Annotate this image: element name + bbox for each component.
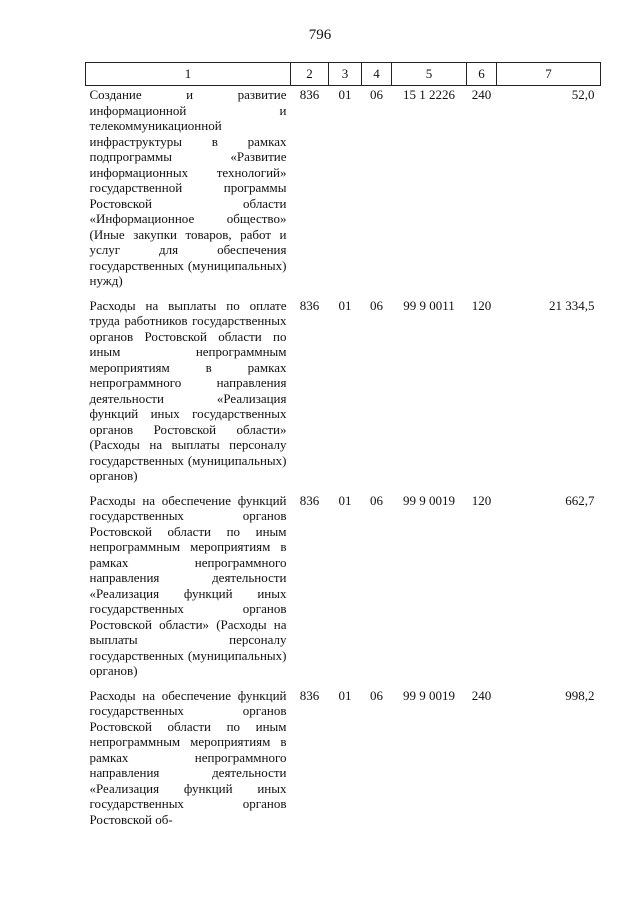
- header-row: [86, 63, 601, 86]
- header-cell-2: 2: [291, 63, 329, 86]
- expense-type-code: 120: [471, 492, 492, 508]
- table-header: [86, 63, 601, 86]
- section-code: 01: [338, 87, 352, 102]
- ministry-code: 836: [299, 492, 320, 508]
- amount: 662,7: [565, 492, 595, 508]
- header-cell-1: 1: [86, 63, 291, 86]
- header-cell-5: 5: [392, 63, 467, 86]
- expense-type-code: 120: [471, 297, 492, 313]
- target-article-code: 15 1 2226: [403, 87, 455, 102]
- target-article-code: 99 9 0019: [403, 492, 455, 508]
- expense-name: Создание и развитие информационной и телекоммуникационной инфраструктуры в рамках подпрограммы «Развитие информационных технологий» государственной программы Ростовской области «Информационное общество» (Иные закупки товаров, работ и услуг для обеспечения государственных (муниципальных) нужд): [89, 87, 287, 288]
- header-cell-7: 7: [497, 63, 601, 86]
- section-code: 01: [338, 297, 352, 313]
- subsection-code: 06: [370, 687, 383, 703]
- table-row: [86, 492, 601, 687]
- amount: 998,2: [565, 687, 595, 703]
- subsection-code: 06: [370, 297, 383, 313]
- ministry-code: 836: [299, 687, 320, 703]
- header-cell-4: 4: [362, 63, 392, 86]
- expense-type-code: 240: [471, 87, 492, 102]
- target-article-code: 99 9 0019: [403, 687, 455, 703]
- amount: 52,0: [571, 87, 595, 102]
- expense-type-code: 240: [471, 687, 492, 703]
- table-row: [86, 687, 601, 836]
- table-row: [86, 86, 601, 297]
- header-cell-3: 3: [329, 63, 362, 86]
- expense-name: Расходы на обеспечение функций государственных органов Ростовской области по иным непрограммным мероприятиям в рамках непрограммного направления деятельности «Реализация функций иных государственных органов Ростовской об-: [89, 687, 287, 827]
- table-row: [86, 297, 601, 492]
- target-article-code: 99 9 0011: [403, 297, 455, 313]
- subsection-code: 06: [370, 87, 383, 102]
- expense-name: Расходы на обеспечение функций государственных органов Ростовской области по иным непрограммным мероприятиям в рамках непрограммного направления деятельности «Реализация функций иных государственных органов Ростовской области» (Расходы на выплаты персоналу государственных (муниципальных) органов): [89, 492, 287, 678]
- amount: 21 334,5: [549, 297, 595, 313]
- budget-table: [85, 62, 601, 835]
- page-number: 796: [308, 27, 332, 43]
- header-cell-6: 6: [467, 63, 497, 86]
- ministry-code: 836: [299, 297, 320, 313]
- table-body: [86, 86, 601, 836]
- section-code: 01: [338, 492, 352, 508]
- subsection-code: 06: [370, 492, 383, 508]
- ministry-code: 836: [299, 87, 320, 102]
- expense-name: Расходы на выплаты по оплате труда работников государственных органов Ростовской области по иным непрограммным мероприятиям в рамках непрограммного направления деятельности «Реализация функций иных государственных органов Ростовской области» (Расходы на выплаты персоналу государственных (муниципальных) органов): [89, 297, 287, 483]
- section-code: 01: [338, 687, 352, 703]
